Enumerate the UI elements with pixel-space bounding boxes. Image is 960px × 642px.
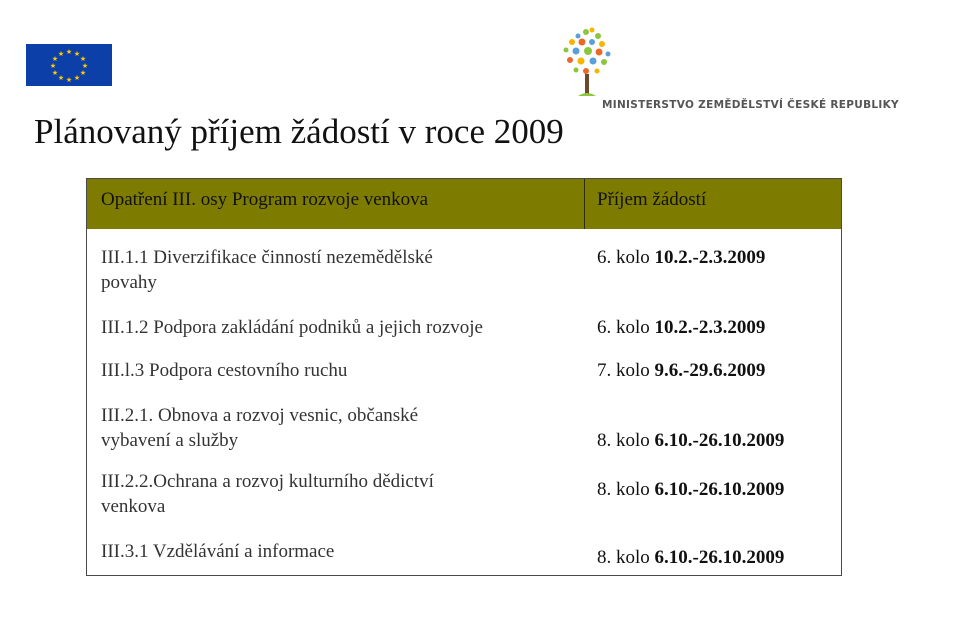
measure-text: III.2.1. Obnova a rozvoj vesnic, občanské (101, 405, 419, 426)
svg-text:★: ★ (73, 50, 81, 58)
eu-flag-logo (26, 44, 112, 86)
round-dates: 6.10.-26.10.2009 (654, 479, 785, 500)
svg-text:★: ★ (65, 48, 73, 56)
measure-text: III.1.1 Diverzifikace činností nezemědělské (101, 247, 433, 268)
svg-text:★: ★ (57, 50, 65, 58)
svg-text:★: ★ (51, 69, 59, 77)
measure-cell (101, 539, 334, 564)
svg-text:★: ★ (49, 62, 57, 70)
page-title: Plánovaný příjem žádostí v roce 2009 (34, 112, 564, 151)
svg-text:★: ★ (65, 76, 73, 84)
round-dates: 9.6.-29.6.2009 (654, 360, 766, 381)
svg-text:★: ★ (81, 62, 89, 70)
intake-cell (597, 245, 765, 270)
svg-text:★: ★ (57, 74, 65, 82)
tree-logo-icon (548, 24, 628, 104)
measure-text: venkova (101, 496, 166, 517)
svg-text:★: ★ (79, 55, 87, 63)
intake-cell (597, 315, 765, 340)
round-dates: 6.10.-26.10.2009 (654, 430, 785, 451)
round-dates: 6.10.-26.10.2009 (654, 547, 785, 568)
column-header-intake: Příjem žádostí (597, 189, 707, 210)
round-label: 6. kolo (597, 317, 650, 338)
measure-text: III.1.2 Podpora zakládání podniků a jejich rozvoje (101, 317, 483, 338)
svg-text:★: ★ (79, 69, 87, 77)
measure-text: III.3.1 Vzdělávání a informace (101, 541, 335, 562)
schedule-table (86, 178, 842, 576)
round-label: 7. kolo (597, 360, 650, 381)
column-header-measure: Opatření III. osy Program rozvoje venkova (101, 189, 429, 210)
intake-cell (597, 358, 765, 383)
measure-text: vybavení a služby (101, 430, 239, 451)
measure-text: povahy (101, 272, 157, 293)
intake-cell (597, 428, 784, 453)
header-divider (584, 179, 585, 229)
measure-cell (101, 469, 434, 519)
measure-cell (101, 245, 433, 295)
ministry-name: MINISTERSTVO ZEMĚDĚLSTVÍ ČESKÉ REPUBLIKY (602, 99, 899, 111)
table-header-row (87, 179, 841, 229)
intake-cell (597, 477, 784, 502)
svg-text:★: ★ (73, 74, 81, 82)
measure-cell (101, 403, 418, 453)
intake-cell (597, 545, 784, 570)
round-label: 8. kolo (597, 479, 650, 500)
round-label: 8. kolo (597, 547, 650, 568)
round-label: 6. kolo (597, 247, 650, 268)
svg-text:★: ★ (51, 55, 59, 63)
measure-text: III.2.2.Ochrana a rozvoj kulturního dědictví (101, 471, 434, 492)
measure-cell (101, 358, 347, 383)
eu-stars-icon (26, 44, 112, 86)
measure-cell (101, 315, 483, 340)
ministry-logo (548, 24, 948, 134)
round-dates: 10.2.-2.3.2009 (654, 247, 766, 268)
round-label: 8. kolo (597, 430, 650, 451)
round-dates: 10.2.-2.3.2009 (654, 317, 766, 338)
measure-text: III.l.3 Podpora cestovního ruchu (101, 360, 348, 381)
